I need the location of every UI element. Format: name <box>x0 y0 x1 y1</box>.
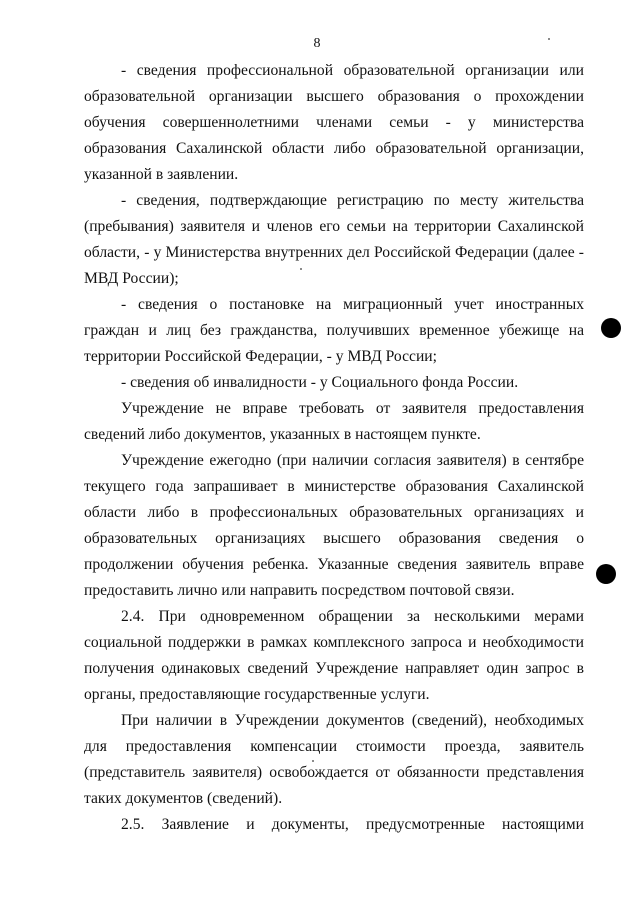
paragraph-education-info: - сведения профессиональной образовательной организации или образовательной организации высшего образования о прохождении обучения совершеннолетними членами семьи - у министерства образования Сахалинской области либо образовательной организации, указанной в заявлении. <box>84 62 584 183</box>
scan-speck <box>312 760 314 762</box>
paragraph-2-4: 2.4. При одновременном обращении за несколькими мерами социальной поддержки в рамках комплексного запроса и необходимости получения одинаковых сведений Учреждение направляет один запрос в органы, предоставляющие государственные услуги. <box>84 608 584 703</box>
paragraph-disability-info: - сведения об инвалидности - у Социального фонда России. <box>121 374 519 391</box>
paragraph-2-5: 2.5. Заявление и документы, предусмотренные настоящими <box>121 816 584 833</box>
paragraph-exemption: При наличии в Учреждении документов (сведений), необходимых для предоставления компенсации стоимости проезда, заявитель (представитель заявителя) освобождается от обязанности представления таких документов (сведений). <box>84 712 584 807</box>
paragraph-migration-info: - сведения о постановке на миграционный учет иностранных граждан и лиц без гражданства, получивших временное убежище на территории Российской Федерации, - у МВД России; <box>84 296 584 365</box>
paragraph-no-requirement: Учреждение не вправе требовать от заявителя предоставления сведений либо документов, указанных в настоящем пункте. <box>84 400 584 443</box>
paragraph-annual-request: Учреждение ежегодно (при наличии согласия заявителя) в сентябре текущего года запрашивает в министерстве образования Сахалинской области либо в профессиональных образовательных организациях и образовательных организациях высшего образования сведения о продолжении обучения ребенка. Указанные сведения заявитель вправе предоставить лично или направить посредством почтовой связи. <box>84 452 584 599</box>
scan-speck <box>548 38 550 40</box>
document-body <box>84 58 584 838</box>
punch-hole-mark-bottom <box>596 564 616 584</box>
punch-hole-mark-top <box>601 318 621 338</box>
page-number: 8 <box>313 36 321 51</box>
scan-speck <box>300 268 302 270</box>
paragraph-registration-info: - сведения, подтверждающие регистрацию по месту жительства (пребывания) заявителя и членов его семьи на территории Сахалинской области, - у Министерства внутренних дел Российской Федерации (далее - МВД России); <box>84 192 584 287</box>
